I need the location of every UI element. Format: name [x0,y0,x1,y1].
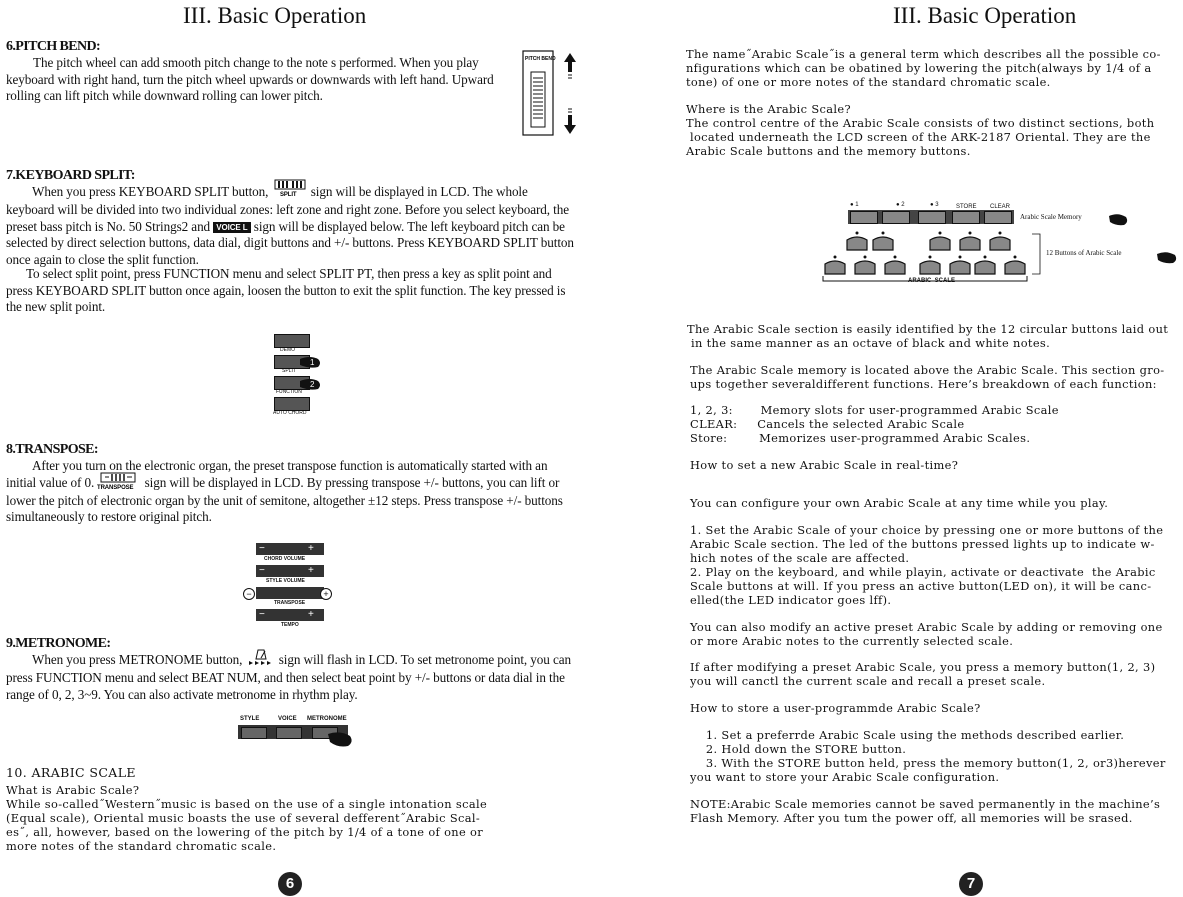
style-volume-plus: + [308,565,314,576]
hand-pointer-icon [1156,250,1180,266]
arabic-line-0: What is Arabic Scale? [6,783,140,797]
arabic-line-1: While so-called˝Western˝music is based on the use of a single intonation scale [6,797,488,811]
transpose-plus-circle-icon: + [320,588,332,600]
step-line-0: 1. Set the Arabic Scale of your choice by pressing one or more buttons of the [690,523,1164,537]
store-step-1: 2. Hold down the STORE button. [690,742,907,756]
style-volume-label: STYLE VOLUME [266,578,305,584]
metronome-buttons-figure [238,716,354,750]
hand-pointer-icon [298,353,324,393]
store-step-0: 1. Set a preferrde Arabic Scale using the methods described earlier. [690,728,1125,742]
transpose-text-a: After you turn on the electronic organ, the preset transpose function is automatically started with an initial value of 0. [6,458,548,490]
function-line-1: CLEAR: Cancels the selected Arabic Scale [690,417,965,431]
style-button [241,727,267,739]
memory-desc-1: ups together severaldifferent functions. Here’s breakdown of each function: [690,377,1157,391]
intro-line-1: nfigurations which can be obatined by lowering the pitch(always by 1/4 of a [686,61,1152,75]
transpose-text-b: sign will be displayed in LCD. By pressing transpose +/- buttons, you can lift or lower the pitch of electronic organ by the unit of semitone, altogether ±12 steps. Press transpose +/- buttons simultaneously to restore original pitch. [6,474,563,524]
keyboard-split-paragraph-2: To select split point, press FUNCTION menu and select SPLIT PT, then press a key as split point and press KEYBOARD SPLIT button once again, loosen the button to exit the split function. The key pressed is the new split point. [6,266,566,314]
transpose-heading: 8.TRANSPOSE: [6,442,98,457]
tempo-minus: − [259,609,265,620]
arrow-down-icon [564,115,576,134]
modify-line-0: You can also modify an active preset Arabic Scale by adding or removing one [690,620,1163,634]
pitch-bend-figure [522,50,584,138]
step-line-3: 2. Play on the keyboard, and while playin, activate or deactivate the Arabic [690,565,1156,579]
split-buttons-figure [272,333,332,419]
function-label: FUNCTION [276,389,302,395]
clear-label: CLEAR [990,204,1011,210]
pitch-bend-label: PITCH BEND [525,56,556,62]
pitch-bend-heading: 6.PITCH BEND: [6,39,101,54]
intro-line-0: The name˝Arabic Scale˝is a general term which describes all the possible co- [686,47,1161,61]
modify-line-1: or more Arabic notes to the currently selected scale. [690,634,1014,648]
transpose-paragraph [6,458,580,526]
section-desc-1: in the same manner as an octave of black and white notes. [687,336,1051,350]
voice-l-badge: VOICE L [213,222,250,233]
transpose-minus-circle-icon: − [243,588,255,600]
store-button [952,211,980,224]
pitch-bend-text: The pitch wheel can add smooth pitch change to the note s performed. When you play keyboard with right hand, turn the pitch wheel upwards or downwards with left hand. Upward rolling can lift pitch while downward rolling can lower pitch. [6,55,494,103]
where-line-1: The control centre of the Arabic Scale consists of two distinct sections, both [686,116,1155,130]
left-page-number: 6 [278,872,302,896]
arabic-scale-figure [820,196,1182,292]
style-label: STYLE [240,716,260,722]
svg-text:1: 1 [310,358,315,367]
mem-2-label: ● 2 [896,202,905,208]
howto-realtime: How to set a new Arabic Scale in real-time? [690,458,959,472]
clear-button [984,211,1012,224]
arabic-scale-bottom-label: ARABIC SCALE [908,278,956,284]
keyboard-split-paragraph-1 [6,184,578,268]
section-desc-0: The Arabic Scale section is easily identified by the 12 circular buttons laid out [687,322,1169,336]
arrow-up-icon [564,53,576,72]
store-step-3: you want to store your Arabic Scale configuration. [690,770,1000,784]
volume-panel-figure [242,543,337,627]
chord-volume-plus: + [308,543,314,554]
arabic-line-3: es˝, all, however, based on the lowering of the pitch by 1/4 of a tone of one or [6,825,484,839]
memory-desc-0: The Arabic Scale memory is located above the Arabic Scale. This section gro- [690,363,1165,377]
tempo-plus: + [308,609,314,620]
memory-1-button [850,211,878,224]
split-text-c: sign will be displayed below. The left keyboard pitch can be selected by direct selection buttons, data dial, digit buttons and +/- buttons. Press KEYBOARD SPLIT button once again to close the split function. [6,218,574,267]
arabic-scale-heading: 10. ARABIC SCALE [6,765,136,780]
chord-volume-label: CHORD VOLUME [264,556,306,562]
arabic-scale-memory-label: Arabic Scale Memory [1020,213,1082,221]
split-icon [272,179,308,197]
chord-volume-minus: − [259,543,265,554]
arabic-line-4: more notes of the standard chromatic scale. [6,839,277,853]
style-volume-minus: − [259,565,265,576]
function-line-0: 1, 2, 3: Memory slots for user-programmed Arabic Scale [690,403,1059,417]
split-label: SPLIT [282,368,296,374]
where-line-2: located underneath the LCD screen of the ARK-2187 Oriental. They are the [686,130,1151,144]
step-line-1: Arabic Scale section. The led of the buttons pressed lights up to indicate w- [690,537,1155,551]
metronome-text-b: sign will flash in LCD. To set metronome point, you can press FUNCTION menu and select BEAT NUM, and then select beat point by +/- buttons or data dial in the range of 0, 2, 3~9. You can also activate metronome in rhythm play. [6,652,571,702]
auto-chord-label: AUTO CHORD [273,410,307,416]
transpose-icon [97,472,141,490]
demo-label: DEMO [280,347,295,353]
svg-text:2: 2 [310,380,315,389]
auto-chord-button [274,397,310,411]
hand-pointer-icon [1108,212,1130,228]
intro-line-2: tone) of one or more notes of the standard chromatic scale. [686,75,1051,89]
after-modify-0: If after modifying a preset Arabic Scale, you press a memory button(1, 2, 3) [690,660,1156,674]
where-line-3: Arabic Scale buttons and the memory buttons. [686,144,971,158]
right-page-title: III. Basic Operation [893,3,1077,28]
note-line-1: Flash Memory. After you tum the power off, all memories will be srased. [690,811,1133,825]
tempo-label: TEMPO [281,622,299,628]
demo-button [274,334,310,348]
mem-3-label: ● 3 [930,202,939,208]
metronome-paragraph [6,652,580,703]
svg-text:TRANSPOSE: TRANSPOSE [97,484,134,490]
left-page-title: III. Basic Operation [183,3,367,28]
hand-pointer-icon [326,730,354,750]
step-line-2: hich notes of the scale are affected. [690,551,910,565]
memory-2-button [882,211,910,224]
after-modify-1: you will canctl the current scale and recall a preset scale. [690,674,1046,688]
memory-3-button [918,211,946,224]
step-line-5: elled(the LED indicator goes lff). [690,593,892,607]
store-step-2: 3. With the STORE button held, press the memory button(1, 2, or3)herever [690,756,1166,770]
right-page-number: 7 [959,872,983,896]
arabic-line-2: (Equal scale), Oriental music boasts the use of several defferent˝Arabic Scal- [6,811,481,825]
mem-1-label: ● 1 [850,202,859,208]
note-line-0: NOTE:Arabic Scale memories cannot be saved permanently in the machine’s [690,797,1161,811]
configure-line: You can configure your own Arabic Scale at any time while you play. [690,496,1109,510]
metronome-heading: 9.METRONOME: [6,636,111,651]
where-line-0: Where is the Arabic Scale? [686,102,851,116]
store-label: STORE [956,204,977,210]
twelve-buttons-label: 12 Buttons of Arabic Scale [1046,249,1122,257]
svg-text:SPLIT: SPLIT [279,192,297,197]
metronome-text-a: When you press METRONOME button, [32,652,243,668]
metronome-icon [246,648,276,666]
split-text-b: sign will be displayed in LCD. The whole keyboard will be divided into two individual zones: left zone and right zone. Before you select keyboard, the preset bass pitch is No. 50 Strings2 and [6,184,569,234]
voice-button [276,727,302,739]
step-line-4: Scale buttons at will. If you press an active button(LED on), it will be canc- [690,579,1152,593]
transpose-label: TRANSPOSE [274,600,306,606]
function-line-2: Store: Memorizes user-programmed Arabic Scales. [690,431,1031,445]
split-text-a: When you press KEYBOARD SPLIT button, [32,184,269,200]
voice-label: VOICE [278,716,297,722]
metronome-label: METRONOME [307,716,347,722]
keyboard-split-heading: 7.KEYBOARD SPLIT: [6,168,135,183]
howto-store: How to store a user-programmde Arabic Scale? [690,701,981,715]
